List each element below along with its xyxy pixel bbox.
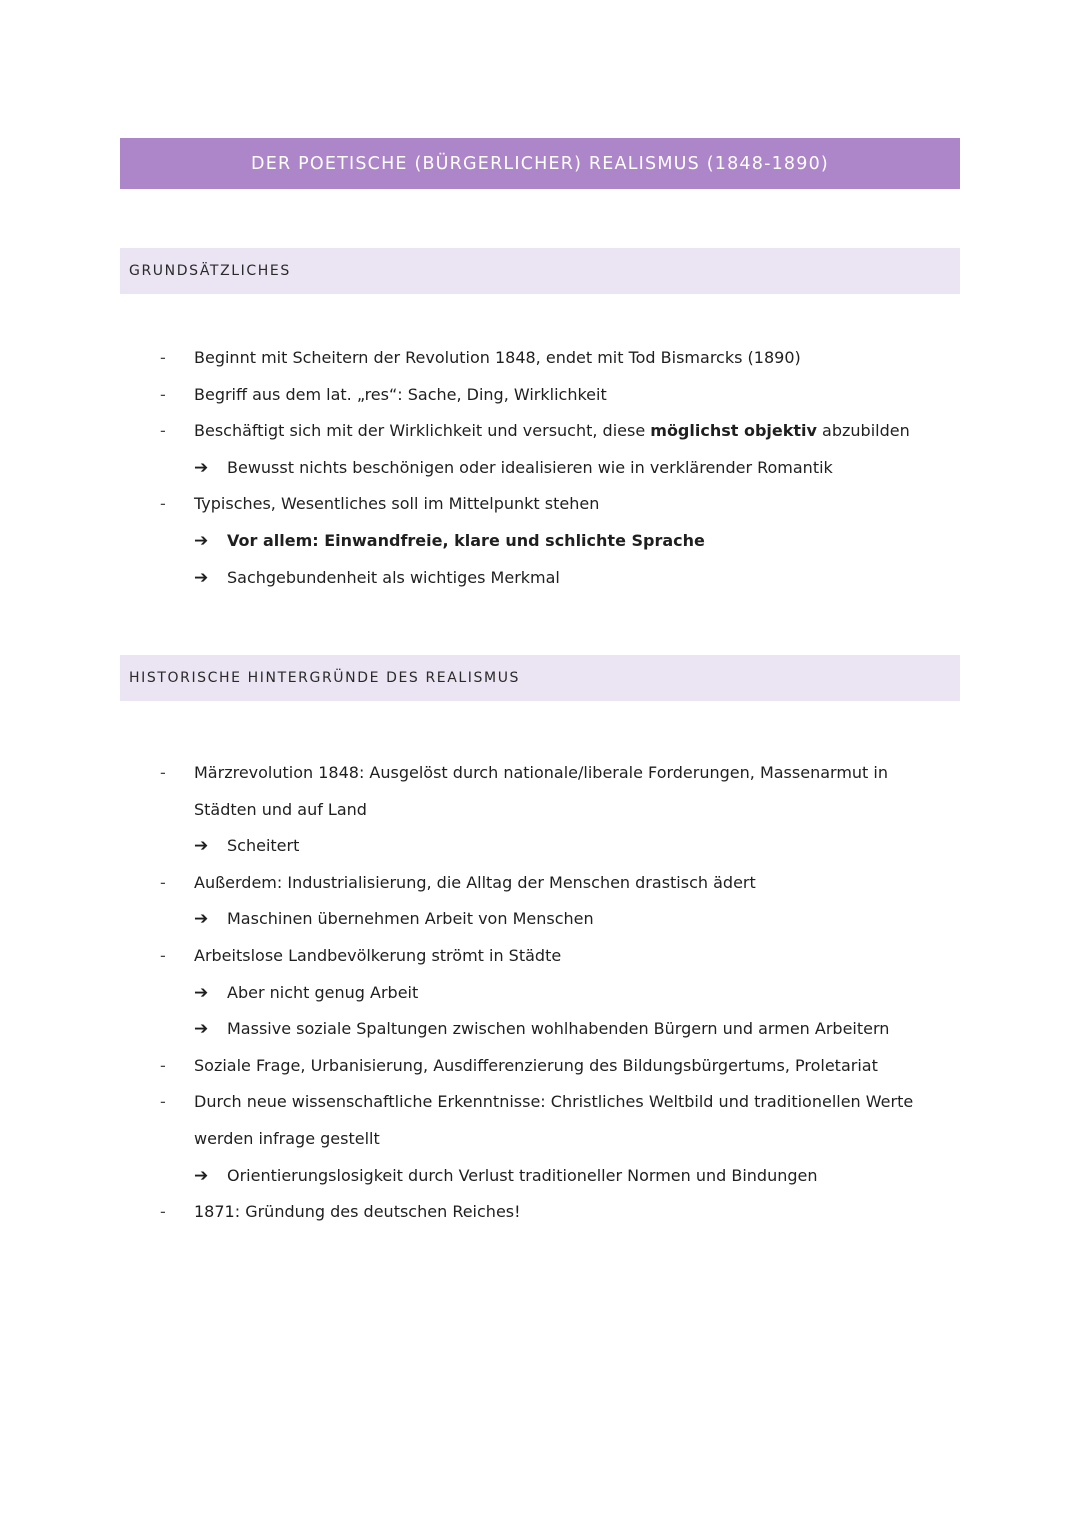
- arrow-right-icon: ➔: [194, 1019, 209, 1040]
- dash-bullet: -: [160, 421, 166, 441]
- list-item-text: Außerdem: Industrialisierung, die Alltag der Menschen drastisch ädert: [194, 872, 756, 892]
- list-item-text: Soziale Frage, Urbanisierung, Ausdifferenzierung des Bildungsbürgertums, Proletariat: [194, 1055, 878, 1075]
- list-item: [0, 1084, 1080, 1121]
- arrow-right-icon: ➔: [194, 457, 209, 478]
- text-before: Beschäftigt sich mit der Wirklichkeit und versucht, diese: [194, 421, 651, 441]
- list-item: [0, 938, 1080, 975]
- list-item-text: Typisches, Wesentliches soll im Mittelpunkt stehen: [194, 494, 600, 514]
- arrow-right-icon: ➔: [194, 909, 209, 930]
- list-item: [0, 865, 1080, 902]
- arrow-right-icon: ➔: [194, 982, 209, 1003]
- dash-bullet: -: [160, 1092, 166, 1112]
- list-item-text: werden infrage gestellt: [194, 1128, 380, 1148]
- list-item-text: Märzrevolution 1848: Ausgelöst durch nationale/liberale Forderungen, Massenarmut in: [194, 763, 888, 782]
- sub-item-text: Scheitert: [227, 836, 300, 856]
- sub-item-text: Maschinen übernehmen Arbeit von Menschen: [227, 909, 594, 929]
- list-item-text: Begriff aus dem lat. „res“: Sache, Ding, Wirklichkeit: [194, 384, 607, 404]
- arrow-right-icon: ➔: [194, 836, 209, 857]
- list-item-text: 1871: Gründung des deutschen Reiches!: [194, 1202, 521, 1222]
- arrow-right-icon: ➔: [194, 567, 209, 588]
- dash-bullet: -: [160, 1055, 166, 1075]
- sub-list-item: [0, 901, 1080, 938]
- list-item: [0, 377, 1080, 414]
- sub-item-text: Orientierungslosigkeit durch Verlust traditioneller Normen und Bindungen: [227, 1165, 818, 1185]
- sub-list-item: [0, 523, 1080, 560]
- list-item: [0, 486, 1080, 523]
- list-item-text: Durch neue wissenschaftliche Erkenntnisse: Christliches Weltbild und traditionellen Werte: [194, 1092, 914, 1112]
- sub-item-text: Bewusst nichts beschönigen oder idealisieren wie in verklärender Romantik: [227, 457, 833, 477]
- list-item-text: [194, 413, 910, 450]
- sub-list-item: [0, 1158, 1080, 1195]
- section-heading-grundsaetzliches: GRUNDSÄTZLICHES: [120, 248, 960, 294]
- dash-bullet: -: [160, 872, 166, 892]
- sub-item-text-bold: Vor allem: Einwandfreie, klare und schlichte Sprache: [227, 530, 705, 550]
- dash-bullet: -: [160, 384, 166, 404]
- list-item: [0, 1194, 1080, 1231]
- document-title: DER POETISCHE (BÜRGERLICHER) REALISMUS (1848-1890): [120, 138, 960, 189]
- sub-list-item: [0, 560, 1080, 597]
- list-item: [0, 413, 1080, 450]
- sub-list-item: [0, 450, 1080, 487]
- list-item-continuation: [0, 792, 1080, 829]
- sub-item-text: Sachgebundenheit als wichtiges Merkmal: [227, 567, 560, 587]
- list-item: [0, 1048, 1080, 1085]
- list-item: [0, 755, 1080, 792]
- sub-list-item: [0, 975, 1080, 1012]
- arrow-right-icon: ➔: [194, 1165, 209, 1186]
- dash-bullet: -: [160, 494, 166, 514]
- list-item-continuation: [0, 1121, 1080, 1158]
- text-after: abzubilden: [816, 421, 910, 441]
- section-heading-historische-hintergruende: HISTORISCHE HINTERGRÜNDE DES REALISMUS: [120, 655, 960, 701]
- section-list-grundsaetzliches: [0, 340, 1080, 596]
- list-item-text: Beginnt mit Scheitern der Revolution 1848, endet mit Tod Bismarcks (1890): [194, 348, 801, 367]
- dash-bullet: -: [160, 348, 166, 367]
- section-list-historische-hintergruende: [0, 755, 1080, 1231]
- sub-list-item: [0, 828, 1080, 865]
- arrow-right-icon: ➔: [194, 530, 209, 551]
- list-item-text: Arbeitslose Landbevölkerung strömt in Städte: [194, 945, 562, 965]
- sub-item-text: Massive soziale Spaltungen zwischen wohlhabenden Bürgern und armen Arbeitern: [227, 1019, 890, 1039]
- sub-item-text: Aber nicht genug Arbeit: [227, 982, 419, 1002]
- list-item-text: Städten und auf Land: [194, 799, 367, 819]
- list-item: [0, 340, 1080, 377]
- emphasis-text: möglichst objektiv: [650, 421, 817, 441]
- dash-bullet: -: [160, 945, 166, 965]
- sub-list-item: [0, 1011, 1080, 1048]
- dash-bullet: -: [160, 763, 166, 782]
- dash-bullet: -: [160, 1202, 166, 1222]
